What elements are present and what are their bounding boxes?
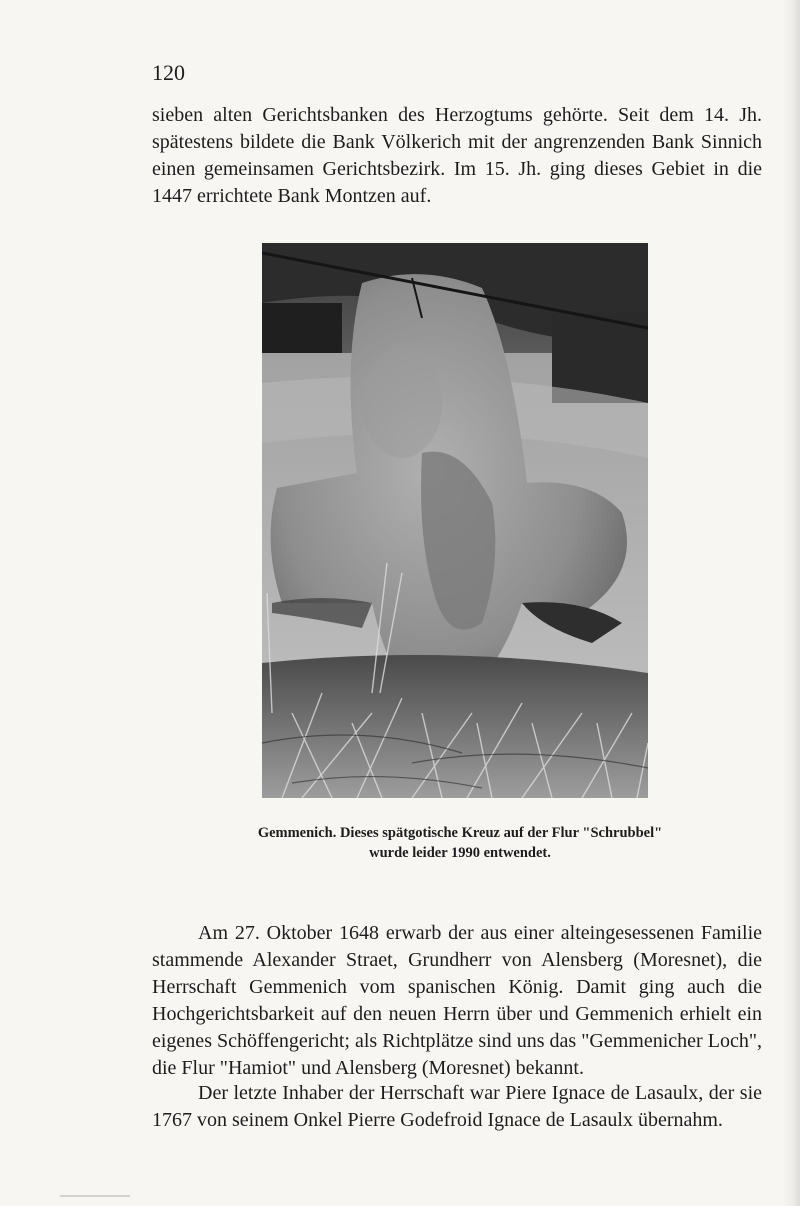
- page-number: 120: [152, 60, 185, 85]
- paragraph-3: Der letzte Inhaber der Herrschaft war Piere Ignace de Lasaulx, der sie 1767 von seinem Onkel Pierre Godefroid Ignace de Lasaulx übernahm.: [152, 1082, 762, 1131]
- figure-caption: [150, 823, 770, 863]
- paragraph-1: sieben alten Gerichtsbanken des Herzogtums gehörte. Seit dem 14. Jh. spätestens bildete die Bank Völkerich mit der angrenzenden Bank Sinnich einen gemeinsamen Gerichtsbezirk. Im 15. Jh. ging dieses Gebiet in die 1447 errichtete Bank Montzen auf.: [152, 104, 762, 207]
- caption-line-1: Gemmenich. Dieses spätgotische Kreuz auf der Flur "Schrubbel": [257, 825, 663, 841]
- scan-mark: [60, 1195, 130, 1197]
- paragraph-2: Am 27. Oktober 1648 erwarb der aus einer alteingesessenen Familie stammende Alexander Straet, Grundherr von Alensberg (Moresnet), die Herrschaft Gemmenich vom spanischen König. Damit ging auch die Hochgerichtsbarkeit auf den neuen Herrn über und Gemmenich erhielt ein eigenes Schöffengericht; als Richtplätze sind uns das "Gemmenicher Loch", die Flur "Hamiot" und Alensberg (Moresnet) bekannt.: [152, 922, 762, 1079]
- stone-cross-illustration: [262, 243, 648, 798]
- caption-line-2: wurde leider 1990 entwendet.: [369, 845, 551, 861]
- stone-cross-photo: [262, 243, 648, 798]
- page-edge-shadow: [782, 0, 800, 1206]
